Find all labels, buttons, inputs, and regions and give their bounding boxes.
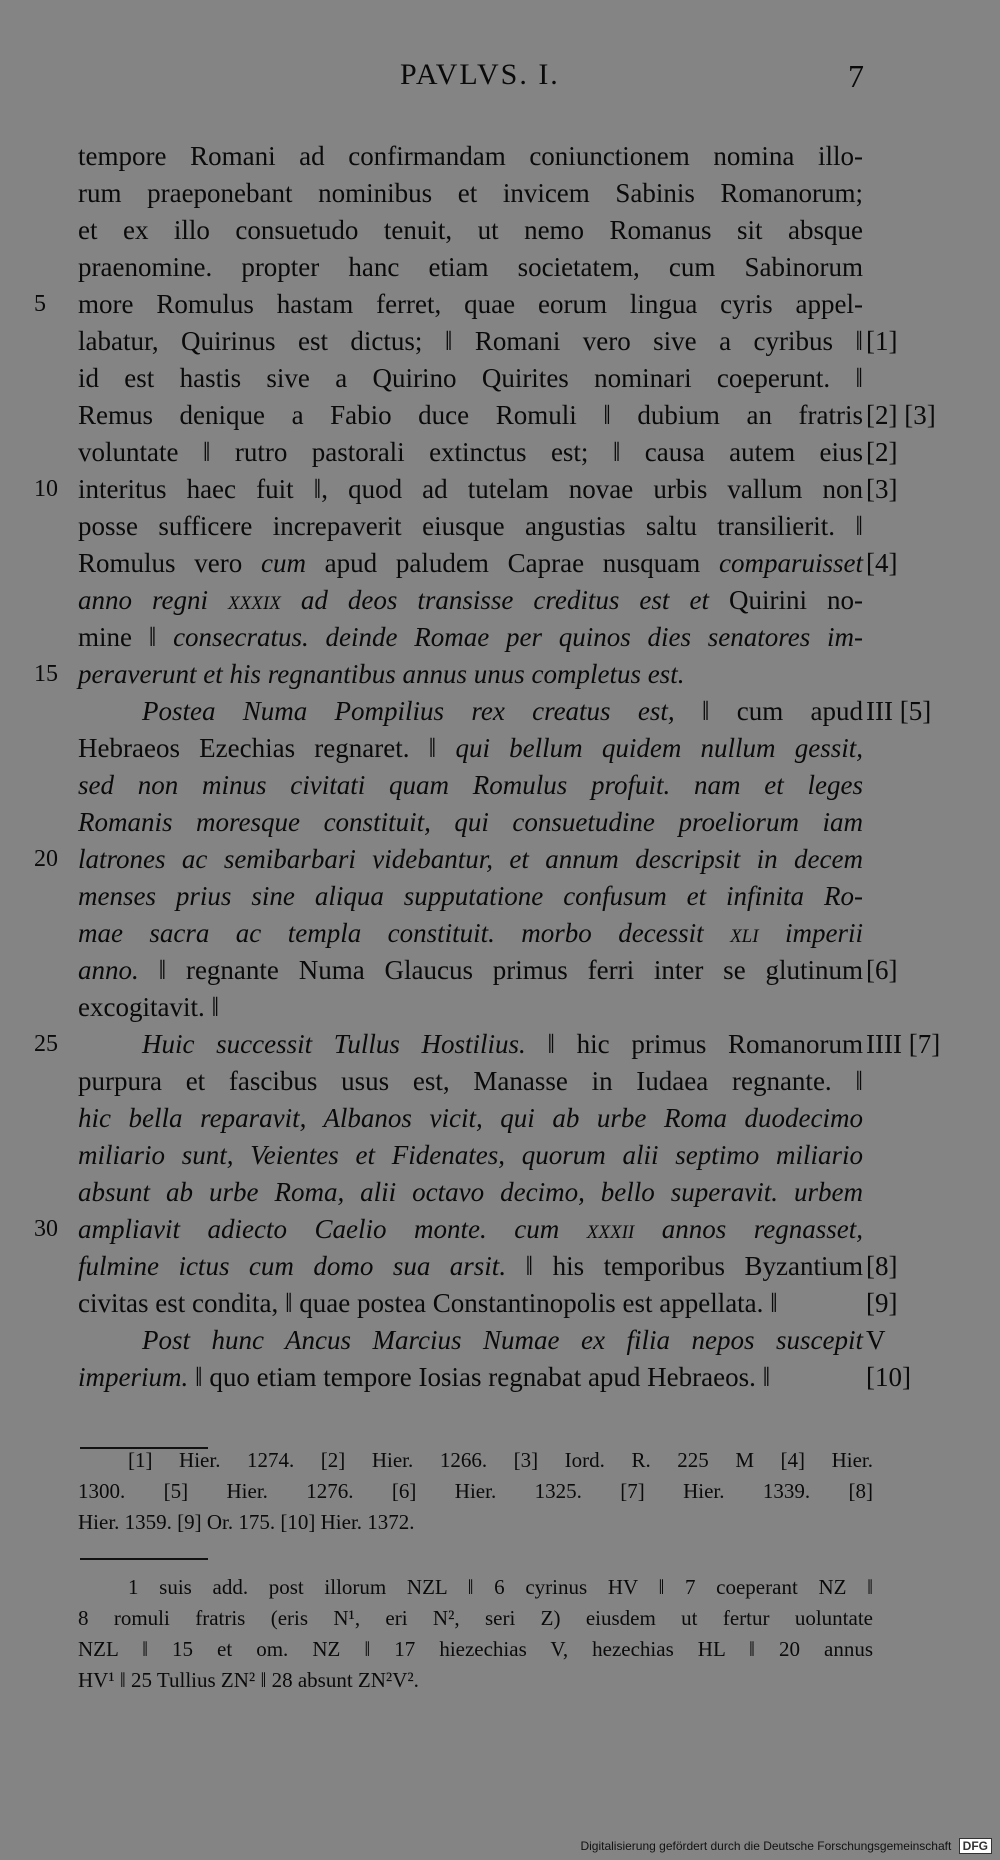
- line-text: peraverunt et his regnantibus annus unus completus est.: [78, 659, 685, 689]
- line-text: labatur, Quirinus est dictus; ‖ Romani vero sive a cyribus ‖: [78, 326, 863, 356]
- line-segment: imperii: [758, 918, 863, 948]
- credit-text: Digitalisierung gefördert durch die Deutsche Forschungsgemeinschaft: [580, 1839, 952, 1853]
- text-line: [142, 1322, 863, 1358]
- margin-reference: V: [866, 1325, 886, 1355]
- line-text: excogitavit. ‖: [78, 992, 220, 1022]
- critical-apparatus: [78, 1572, 873, 1696]
- text-line: [78, 915, 863, 951]
- apparatus-line: 1 suis add. post illorum NZL ‖ 6 cyrinus HV ‖ 7 coeperant NZ ‖: [128, 1575, 873, 1599]
- text-line: [78, 323, 863, 359]
- line-segment: imperium.: [78, 1362, 189, 1392]
- text-line: [78, 508, 863, 544]
- line-text: id est hastis sive a Quirino Quirites nominari coeperunt. ‖: [78, 363, 863, 393]
- apparatus-rule: [80, 1558, 208, 1560]
- text-line: [78, 434, 863, 470]
- line-text: et ex illo consuetudo tenuit, ut nemo Romanus sit absque: [78, 215, 863, 245]
- line-segment: mine ‖: [78, 622, 174, 652]
- line-segment: xxxii: [586, 1214, 635, 1244]
- running-title: PAVLVS. I.: [400, 58, 560, 91]
- text-line: [78, 1174, 863, 1210]
- text-line: [78, 1285, 863, 1321]
- text-line: [78, 878, 863, 914]
- line-segment: mae sacra ac templa constituit. morbo decessit: [78, 918, 731, 948]
- margin-reference: [10]: [866, 1362, 911, 1392]
- line-number: 30: [34, 1216, 58, 1242]
- line-text: praenomine. propter hanc etiam societatem, cum Sabinorum: [78, 252, 863, 282]
- line-segment: Huic successit Tullus Hostilius.: [142, 1029, 526, 1059]
- sources-line: 1300. [5] Hier. 1276. [6] Hier. 1325. [7] Hier. 1339. [8]: [78, 1479, 873, 1503]
- text-line: [78, 249, 863, 285]
- line-segment: consecratus. deinde Romae per quinos dies senatores im-: [173, 622, 863, 652]
- line-text: hic bella reparavit, Albanos vicit, qui ab urbe Roma duodecimo: [78, 1103, 863, 1133]
- apparatus-line: 8 romuli fratris (eris N¹, eri N², seri Z) eiusdem ut fertur uoluntate: [78, 1606, 873, 1630]
- line-text: civitas est condita, ‖ quae postea Constantinopolis est appellata. ‖: [78, 1288, 778, 1318]
- line-text: absunt ab urbe Roma, alii octavo decimo, bello superavit. urbem: [78, 1177, 863, 1207]
- text-line: [78, 471, 863, 507]
- line-text: voluntate ‖ rutro pastorali extinctus est; ‖ causa autem eius: [78, 437, 863, 467]
- page-number: 7: [848, 58, 864, 94]
- line-segment: anno regni: [78, 585, 229, 615]
- line-segment: Post hunc Ancus Marcius Numae ex filia nepos suscepit: [142, 1325, 863, 1355]
- line-number: 25: [34, 1031, 58, 1057]
- text-line: [78, 730, 863, 766]
- text-line: [78, 656, 863, 692]
- text-line: [78, 397, 863, 433]
- line-text: tempore Romani ad confirmandam coniunctionem nomina illo-: [78, 141, 863, 171]
- line-segment: xxxix: [228, 585, 281, 615]
- line-text: miliario sunt, Veientes et Fidenates, quorum alii septimo miliario: [78, 1140, 863, 1170]
- apparatus-line: NZL ‖ 15 et om. NZ ‖ 17 hiezechias V, hezechias HL ‖ 20 annus: [78, 1637, 873, 1661]
- text-line: [78, 989, 863, 1025]
- line-text: purpura et fascibus usus est, Manasse in Iudaea regnante. ‖: [78, 1066, 863, 1096]
- line-text: rum praeponebant nominibus et invicem Sabinis Romanorum;: [78, 178, 863, 208]
- sources-line: Hier. 1359. [9] Or. 175. [10] Hier. 1372.: [78, 1510, 415, 1534]
- running-header: [0, 58, 1000, 98]
- margin-reference: [2] [3]: [866, 400, 936, 430]
- line-number: 5: [34, 291, 46, 317]
- text-line: [78, 545, 863, 581]
- line-segment: ‖ his temporibus Byzantium: [506, 1251, 863, 1281]
- line-segment: fulmine ictus cum domo sua arsit.: [78, 1251, 507, 1281]
- line-text: latrones ac semibarbari videbantur, et annum descripsit in decem: [78, 844, 863, 874]
- text-line: [78, 212, 863, 248]
- text-line: [78, 804, 863, 840]
- digitization-credit: [580, 1838, 992, 1854]
- margin-reference: [3]: [866, 474, 898, 504]
- margin-reference: III [5]: [866, 696, 932, 726]
- line-segment: xli: [730, 918, 759, 948]
- margin-reference: IIII [7]: [866, 1029, 941, 1059]
- text-line: [78, 952, 863, 988]
- line-text: more Romulus hastam ferret, quae eorum lingua cyris appel-: [78, 289, 863, 319]
- text-line: [78, 360, 863, 396]
- line-text: Remus denique a Fabio duce Romuli ‖ dubium an fratris: [78, 400, 863, 430]
- line-segment: ampliavit adiecto Caelio monte. cum: [78, 1214, 587, 1244]
- line-segment: anno.: [78, 955, 139, 985]
- line-number: 15: [34, 661, 58, 687]
- text-line: [78, 619, 863, 655]
- line-text: posse sufficere increpaverit eiusque angustias saltu transilierit. ‖: [78, 511, 863, 541]
- text-line: [78, 1100, 863, 1136]
- margin-reference: [6]: [866, 955, 898, 985]
- sources-line: [1] Hier. 1274. [2] Hier. 1266. [3] Iord. R. 225 M [4] Hier.: [128, 1448, 873, 1472]
- line-segment: cum: [260, 548, 306, 578]
- line-text: Romanis moresque constituit, qui consuetudine proeliorum iam: [78, 807, 863, 837]
- text-line: [78, 138, 863, 174]
- text-line: [78, 175, 863, 211]
- line-segment: Postea Numa Pompilius rex creatus est,: [142, 696, 675, 726]
- line-segment: ‖ cum apud: [674, 696, 863, 726]
- line-segment: ad deos transisse creditus est et: [280, 585, 729, 615]
- line-text: sed non minus civitati quam Romulus profuit. nam et leges: [78, 770, 863, 800]
- line-segment: qui bellum quidem nullum gessit,: [455, 733, 863, 763]
- line-segment: comparuisset: [719, 548, 864, 578]
- line-segment: Hebraeos Ezechias regnaret. ‖: [78, 733, 456, 763]
- line-segment: ‖ quo etiam tempore Iosias regnabat apud Hebraeos. ‖: [188, 1362, 771, 1392]
- line-segment: Quirini no-: [728, 585, 863, 615]
- margin-reference: [9]: [866, 1288, 898, 1318]
- margin-reference: [4]: [866, 548, 898, 578]
- text-line: [78, 841, 863, 877]
- line-segment: annos regnasset,: [634, 1214, 864, 1244]
- line-segment: ‖ regnante Numa Glaucus primus ferri inter se glutinum: [138, 955, 863, 985]
- text-line: [78, 1137, 863, 1173]
- line-number: 20: [34, 846, 58, 872]
- line-text: menses prius sine aliqua supputatione confusum et infinita Ro-: [78, 881, 863, 911]
- text-line: [142, 1026, 863, 1062]
- source-notes: [78, 1445, 873, 1538]
- text-line: [78, 1248, 863, 1284]
- margin-reference: [8]: [866, 1251, 898, 1281]
- margin-reference: [1]: [866, 326, 898, 356]
- text-line: [142, 693, 863, 729]
- text-line: [78, 582, 863, 618]
- text-line: [78, 286, 863, 322]
- line-segment: Romulus vero: [78, 548, 261, 578]
- text-line: [78, 767, 863, 803]
- apparatus-line: HV¹ ‖ 25 Tullius ZN² ‖ 28 absunt ZN²V².: [78, 1668, 419, 1692]
- line-text: interitus haec fuit ‖, quod ad tutelam novae urbis vallum non: [78, 474, 863, 504]
- line-number: 10: [34, 476, 58, 502]
- margin-reference: [2]: [866, 437, 898, 467]
- text-line: [78, 1063, 863, 1099]
- text-line: [78, 1359, 863, 1395]
- dfg-logo: DFG: [959, 1838, 992, 1854]
- text-line: [78, 1211, 863, 1247]
- line-segment: apud paludem Caprae nusquam: [305, 548, 720, 578]
- line-segment: ‖ hic primus Romanorum: [525, 1029, 863, 1059]
